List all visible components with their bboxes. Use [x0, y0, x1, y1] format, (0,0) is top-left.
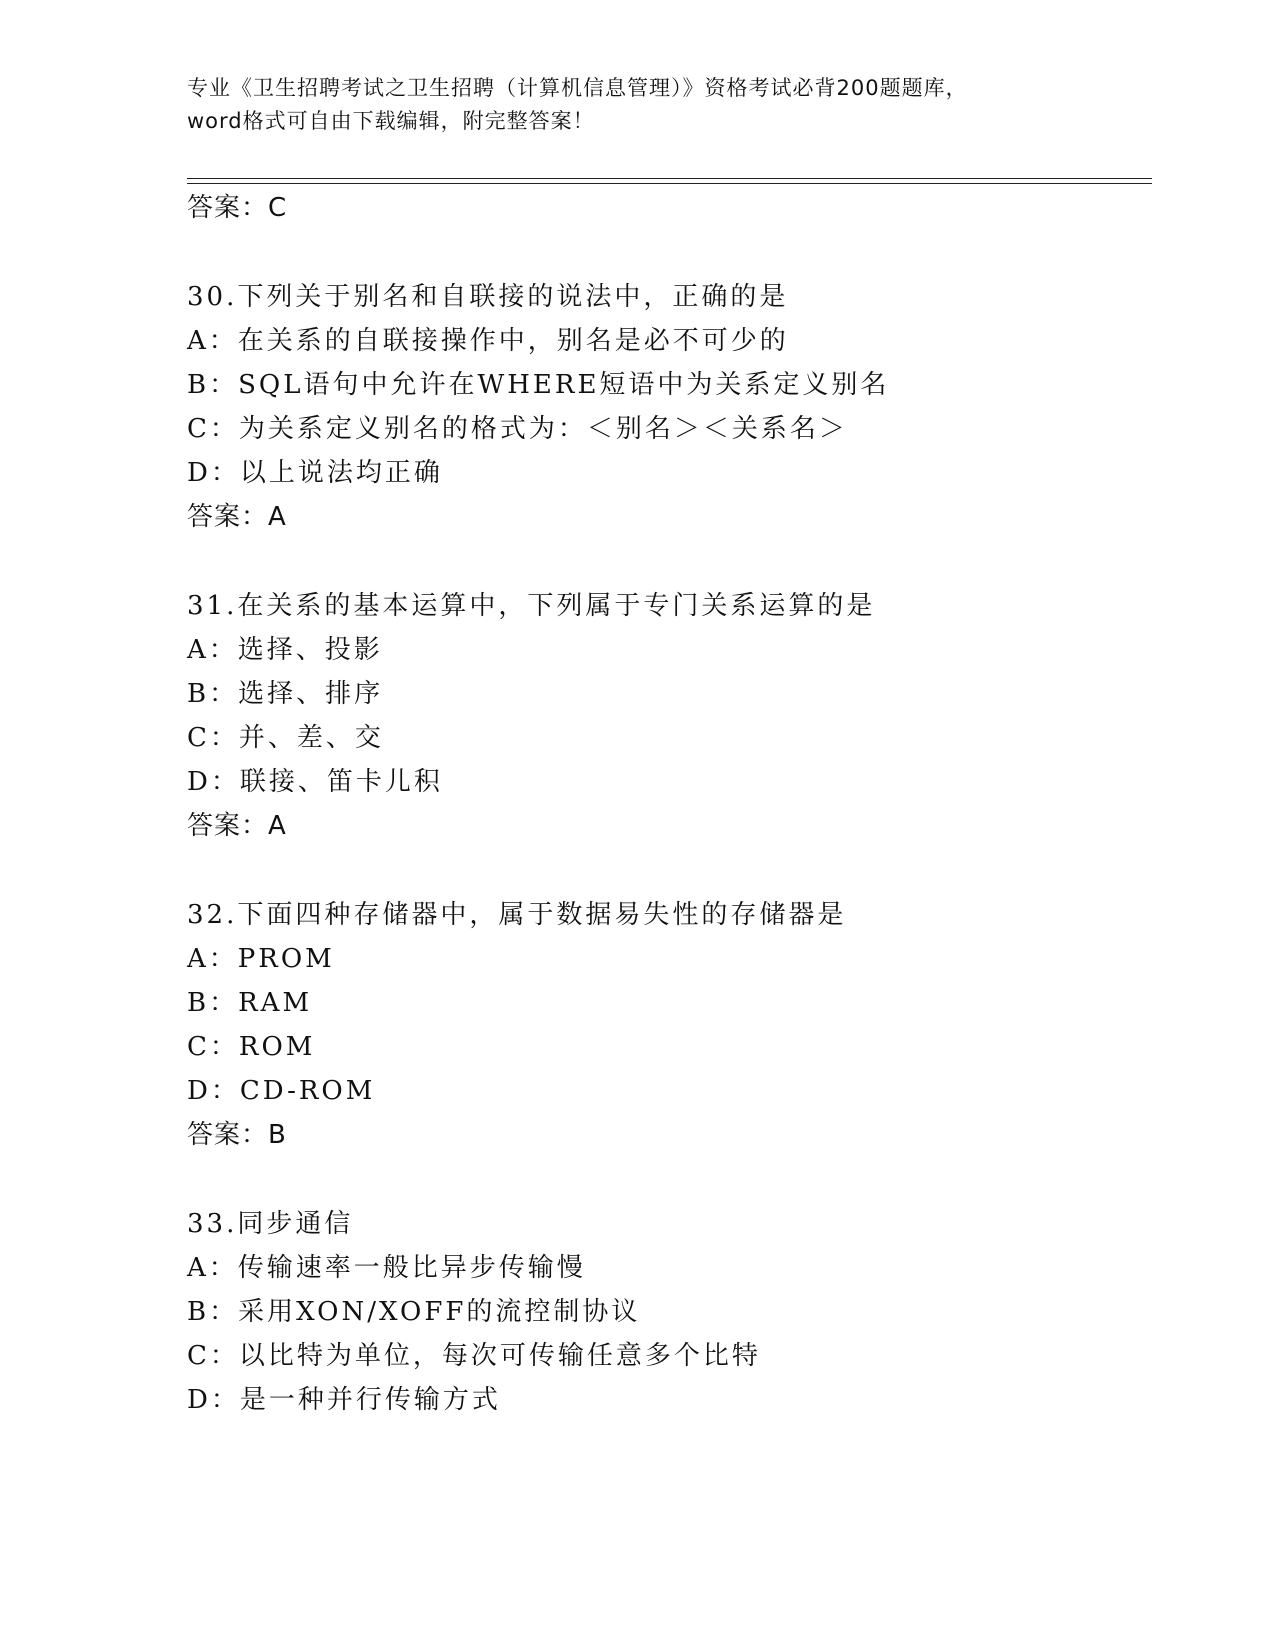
option-d: D：是一种并行传输方式 — [187, 1385, 501, 1415]
answer-line: 答案：A — [187, 502, 287, 532]
option-c: C：ROM — [187, 1032, 316, 1062]
header-line-2: word格式可自由下载编辑，附完整答案！ — [187, 109, 595, 133]
option-b: B：SQL语句中允许在WHERE短语中为关系定义别名 — [187, 370, 890, 400]
answer-line: 答案：B — [187, 1120, 287, 1150]
option-a: A：PROM — [187, 944, 335, 974]
header-line-1: 专业《卫生招聘考试之卫生招聘（计算机信息管理）》资格考试必背200题题库， — [187, 76, 968, 100]
option-c: C：并、差、交 — [187, 723, 384, 753]
question-stem: 31.在关系的基本运算中，下列属于专门关系运算的是 — [187, 591, 876, 621]
option-b: B：RAM — [187, 988, 313, 1018]
answer-line: 答案：C — [187, 193, 288, 223]
option-d: D：联接、笛卡儿积 — [187, 767, 443, 797]
answer-line: 答案：A — [187, 811, 287, 841]
option-c: C：为关系定义别名的格式为：＜别名＞＜关系名＞ — [187, 414, 848, 444]
option-d: D：以上说法均正确 — [187, 458, 443, 488]
option-c: C：以比特为单位，每次可传输任意多个比特 — [187, 1341, 761, 1371]
option-a: A：在关系的自联接操作中，别名是必不可少的 — [187, 326, 789, 356]
option-b: B：采用XON/XOFF的流控制协议 — [187, 1297, 641, 1327]
question-stem: 33.同步通信 — [187, 1209, 354, 1239]
question-stem: 30.下列关于别名和自联接的说法中，正确的是 — [187, 282, 789, 312]
option-a: A：选择、投影 — [187, 635, 383, 665]
option-b: B：选择、排序 — [187, 679, 384, 709]
question-stem: 32.下面四种存储器中，属于数据易失性的存储器是 — [187, 900, 847, 930]
header-divider-bottom — [187, 183, 1152, 184]
option-d: D：CD-ROM — [187, 1076, 376, 1106]
document-header — [187, 72, 1067, 138]
option-a: A：传输速率一般比异步传输慢 — [187, 1253, 586, 1283]
header-divider-top — [187, 178, 1152, 179]
